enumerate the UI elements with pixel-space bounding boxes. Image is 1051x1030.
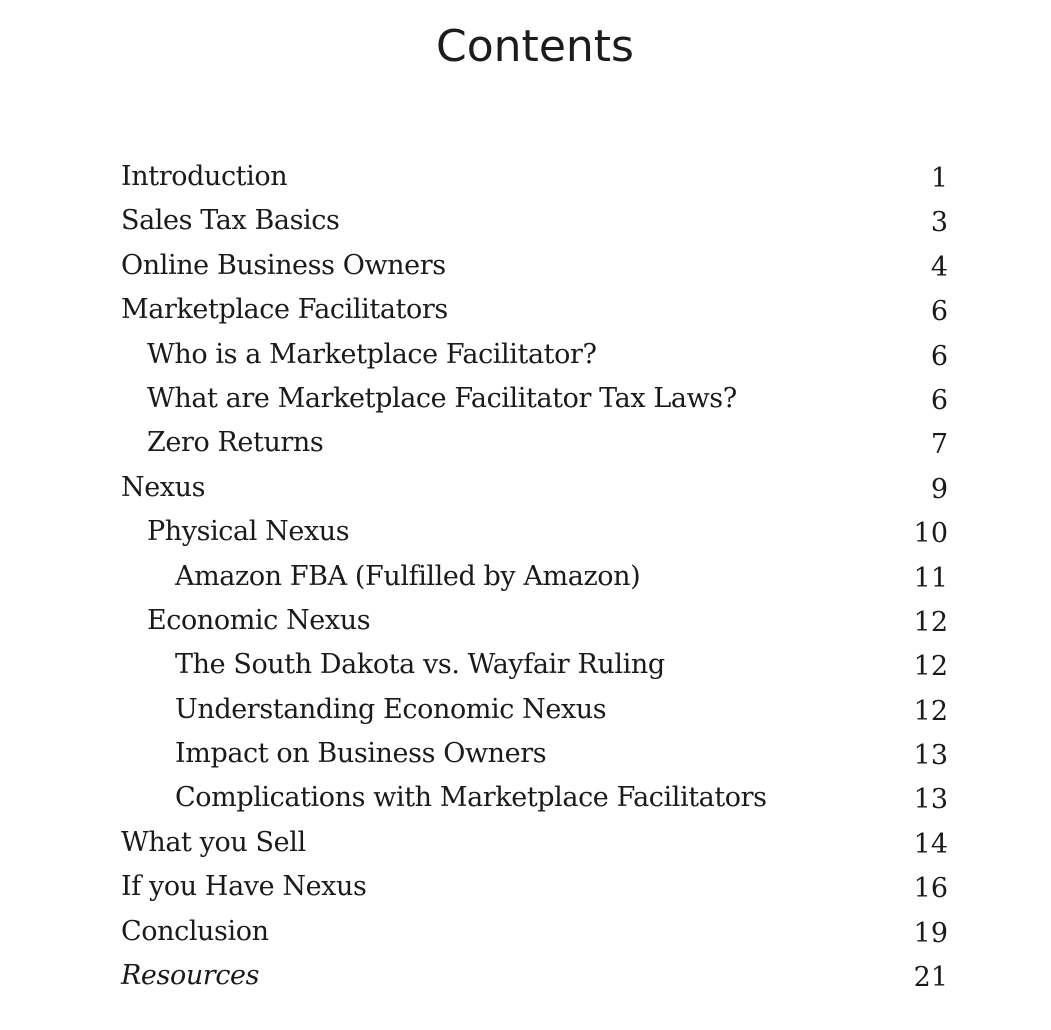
toc-entry-page: 6 — [930, 296, 948, 328]
toc-entry-title[interactable]: Zero Returns — [147, 427, 324, 459]
toc-entry-title[interactable]: Conclusion — [121, 915, 269, 947]
toc-entry-page: 19 — [913, 917, 948, 949]
toc-entry-title[interactable]: Nexus — [121, 471, 206, 503]
toc-entry-title[interactable]: Physical Nexus — [147, 516, 350, 548]
toc-entry-page: 1 — [930, 163, 948, 194]
toc-entry-complications-marketplace-facilitators[interactable] — [0, 776, 1051, 820]
toc-entry-impact-on-business-owners[interactable] — [0, 732, 1051, 776]
toc-entry-if-you-have-nexus[interactable] — [0, 865, 1051, 909]
toc-entry-page: 12 — [913, 606, 948, 638]
toc-entry-introduction[interactable] — [0, 155, 1051, 199]
toc-entry-title[interactable]: What you Sell — [121, 826, 306, 858]
toc-entry-zero-returns[interactable] — [0, 421, 1051, 465]
toc-entry-online-business-owners[interactable] — [0, 244, 1051, 288]
toc-entry-page: 12 — [913, 651, 948, 683]
toc-entry-title[interactable]: If you Have Nexus — [121, 871, 367, 903]
toc-entry-page: 13 — [913, 740, 948, 772]
toc-entry-understanding-economic-nexus[interactable] — [0, 688, 1051, 732]
toc-entry-resources[interactable] — [0, 954, 1051, 998]
toc-entry-marketplace-facilitator-tax-laws[interactable] — [0, 377, 1051, 421]
toc-entry-who-is-a-marketplace-facilitator[interactable] — [0, 333, 1051, 377]
toc-entry-economic-nexus[interactable] — [0, 599, 1051, 643]
toc-entry-page: 11 — [913, 562, 948, 594]
toc-entry-page: 7 — [930, 429, 948, 461]
toc-entry-page: 6 — [930, 340, 948, 372]
toc-entry-title[interactable]: Complications with Marketplace Facilitators — [175, 782, 767, 814]
toc-entry-title[interactable]: Amazon FBA (Fulfilled by Amazon) — [175, 560, 641, 592]
toc-entry-page: 10 — [913, 518, 948, 550]
toc-entry-title[interactable]: Understanding Economic Nexus — [175, 693, 607, 725]
toc-entry-title[interactable]: Economic Nexus — [147, 604, 371, 636]
toc-entry-page: 6 — [930, 384, 948, 416]
toc-entry-title[interactable]: Online Business Owners — [121, 249, 446, 281]
toc-entry-title[interactable]: Introduction — [121, 161, 288, 192]
toc-entry-physical-nexus[interactable] — [0, 510, 1051, 554]
toc-entry-conclusion[interactable] — [0, 910, 1051, 954]
toc-entry-south-dakota-vs-wayfair[interactable] — [0, 643, 1051, 687]
toc-entry-page: 21 — [913, 962, 948, 994]
toc-entry-page: 14 — [913, 828, 948, 860]
toc-entry-amazon-fba[interactable] — [0, 555, 1051, 599]
toc-entry-page: 13 — [913, 784, 948, 816]
toc-entry-sales-tax-basics[interactable] — [0, 199, 1051, 243]
toc-entry-nexus[interactable] — [0, 466, 1051, 510]
toc-entry-page: 16 — [913, 873, 948, 905]
toc-entry-title[interactable]: Resources — [121, 960, 260, 992]
toc-entry-title[interactable]: Impact on Business Owners — [175, 738, 547, 770]
toc-entry-marketplace-facilitators[interactable] — [0, 288, 1051, 332]
page-title: Contents — [436, 21, 634, 72]
toc-entry-title[interactable]: Marketplace Facilitators — [121, 294, 448, 326]
toc-entry-page: 9 — [930, 473, 948, 505]
toc-entry-page: 3 — [930, 207, 948, 239]
toc-entry-page: 12 — [913, 695, 948, 727]
toc-entry-title[interactable]: Sales Tax Basics — [121, 205, 340, 237]
toc-entry-what-you-sell[interactable] — [0, 821, 1051, 865]
toc-entry-title[interactable]: What are Marketplace Facilitator Tax Laws? — [147, 382, 737, 414]
toc-entry-title[interactable]: The South Dakota vs. Wayfair Ruling — [175, 649, 665, 681]
toc-entry-page: 4 — [930, 251, 948, 283]
table-of-contents — [0, 155, 1051, 998]
toc-entry-title[interactable]: Who is a Marketplace Facilitator? — [147, 338, 597, 370]
